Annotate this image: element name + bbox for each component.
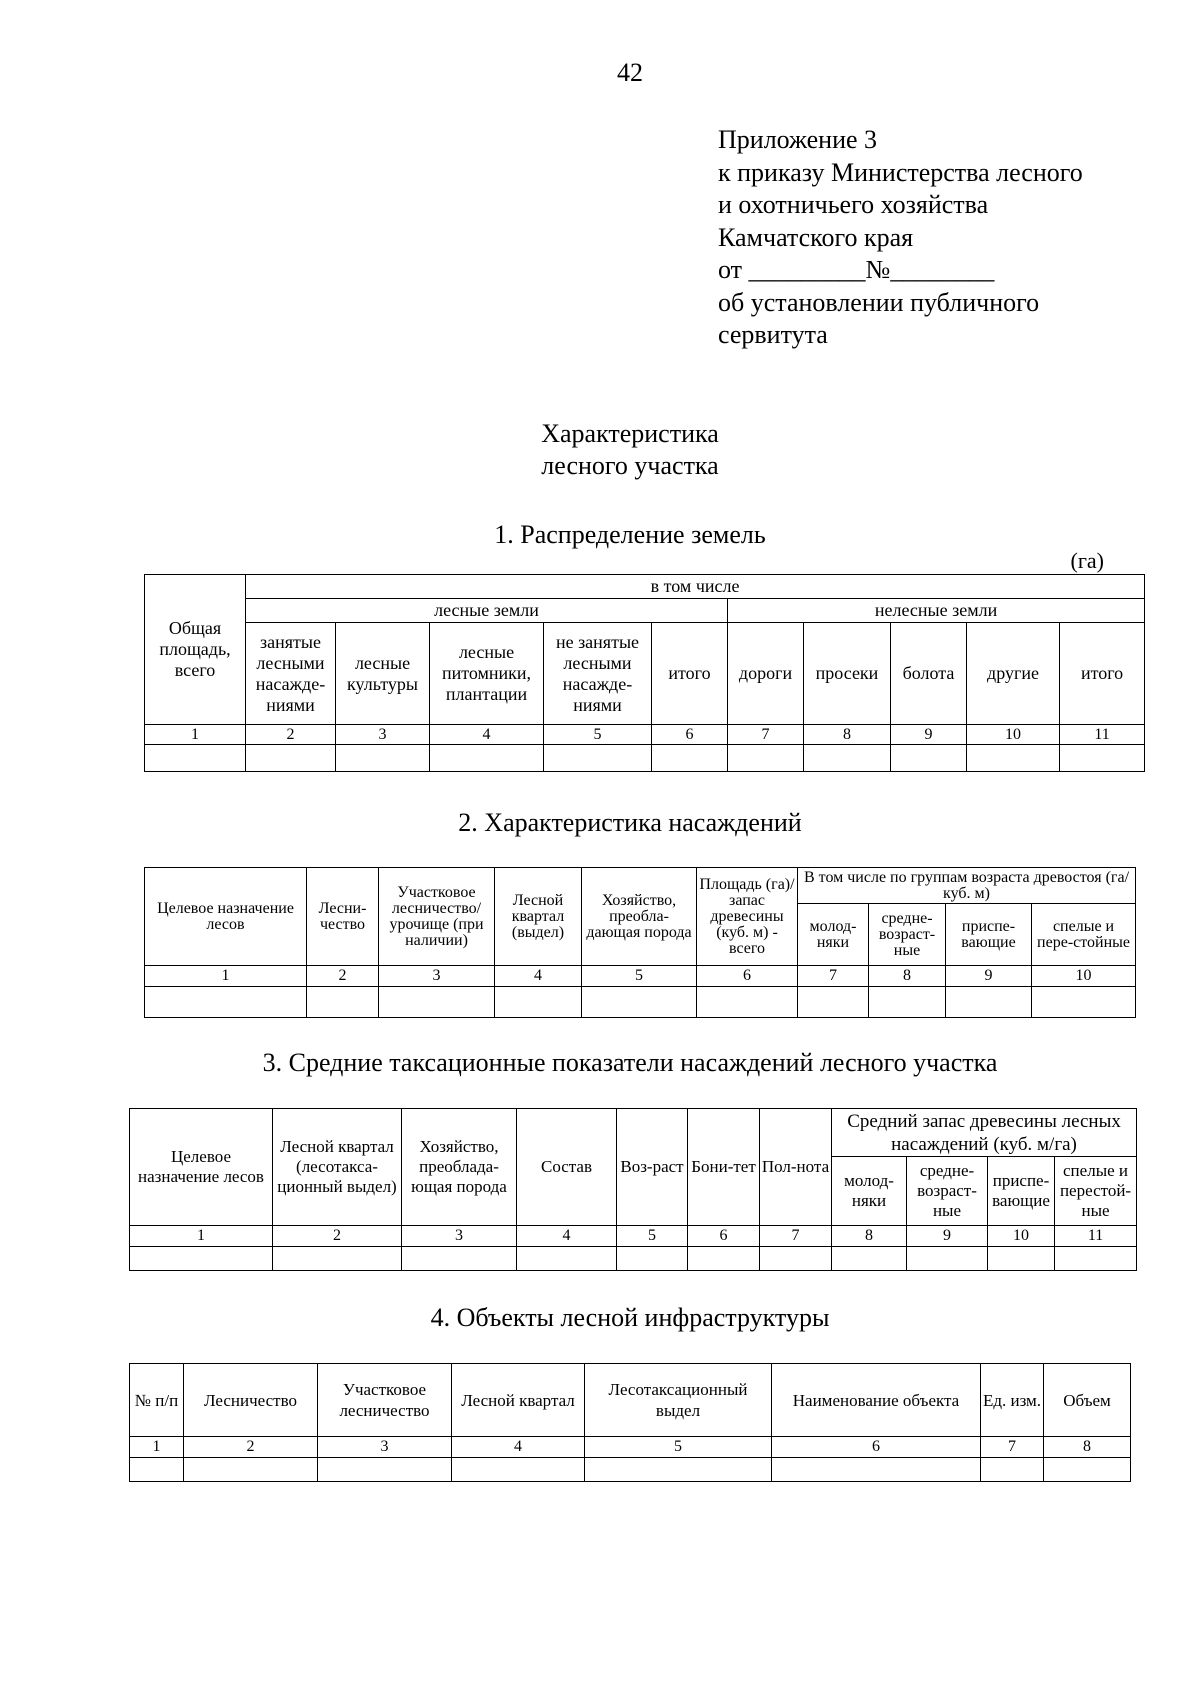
column-number: 3	[336, 725, 430, 745]
empty-cell[interactable]	[336, 745, 430, 772]
empty-cell[interactable]	[130, 1458, 184, 1482]
empty-cell[interactable]	[585, 1458, 772, 1482]
empty-cell[interactable]	[495, 987, 582, 1018]
empty-cell[interactable]	[967, 745, 1060, 772]
header-cell: Участковое лесничество/ урочище (при наличии)	[379, 868, 495, 966]
section-3-title: 3. Средние таксационные показатели насаждений лесного участка	[262, 1048, 998, 1077]
column-number: 3	[379, 966, 495, 987]
section-1-title: 1. Распределение земель	[494, 520, 766, 549]
column-number: 1	[130, 1226, 273, 1247]
header-cell: приспе-вающие	[988, 1157, 1055, 1226]
empty-cell[interactable]	[907, 1247, 988, 1271]
column-number: 10	[1032, 966, 1136, 987]
column-number: 8	[869, 966, 946, 987]
header-cell: Площадь (га)/запас древесины (куб. м) - всего	[697, 868, 798, 966]
column-number: 2	[273, 1226, 402, 1247]
forest-infrastructure-table	[129, 1363, 1131, 1482]
section-4-title: 4. Объекты лесной инфраструктуры	[430, 1303, 830, 1332]
header-cell: Лесни-чество	[307, 868, 379, 966]
column-number: 6	[652, 725, 728, 745]
empty-cell[interactable]	[617, 1247, 688, 1271]
header-cell: Объем	[1044, 1364, 1131, 1437]
column-number: 9	[907, 1226, 988, 1247]
appendix-line: к приказу Министерства лесного	[718, 157, 1083, 187]
column-number: 2	[307, 966, 379, 987]
empty-cell[interactable]	[517, 1247, 617, 1271]
header-cell: Целевое назначение лесов	[145, 868, 307, 966]
column-number: 10	[988, 1226, 1055, 1247]
empty-cell[interactable]	[728, 745, 804, 772]
column-number: 7	[760, 1226, 832, 1247]
header-cell: молод-няки	[832, 1157, 907, 1226]
empty-cell[interactable]	[772, 1458, 981, 1482]
empty-cell[interactable]	[246, 745, 336, 772]
header-forest-lands: лесные земли	[246, 599, 728, 623]
header-average-stock: Средний запас древесины лесных насаждений (куб. м/га)	[832, 1109, 1137, 1157]
header-total-area: Общая площадь, всего	[145, 575, 246, 725]
empty-cell[interactable]	[582, 987, 697, 1018]
empty-cell[interactable]	[1055, 1247, 1137, 1271]
empty-cell[interactable]	[1044, 1458, 1131, 1482]
header-age-groups: В том числе по группам возраста древостоя (га/ куб. м)	[798, 868, 1136, 904]
empty-cell[interactable]	[798, 987, 869, 1018]
header-cell: Участковое лесничество	[318, 1364, 452, 1437]
header-cell: спелые и пере-стойные	[1032, 904, 1136, 966]
column-number: 11	[1060, 725, 1145, 745]
column-number: 5	[585, 1437, 772, 1458]
column-number: 1	[130, 1437, 184, 1458]
column-number: 7	[798, 966, 869, 987]
empty-cell[interactable]	[981, 1458, 1044, 1482]
empty-cell[interactable]	[544, 745, 652, 772]
header-nonforest-lands: нелесные земли	[728, 599, 1145, 623]
header-including: в том числе	[246, 575, 1145, 599]
empty-cell[interactable]	[184, 1458, 318, 1482]
column-number: 5	[617, 1226, 688, 1247]
header-cell: итого	[1060, 623, 1145, 725]
header-cell: лесные питомники, плантации	[430, 623, 544, 725]
header-cell: спелые и перестой-ные	[1055, 1157, 1137, 1226]
empty-cell[interactable]	[946, 987, 1032, 1018]
header-cell: Лесотаксационный выдел	[585, 1364, 772, 1437]
empty-cell[interactable]	[869, 987, 946, 1018]
empty-cell[interactable]	[145, 987, 307, 1018]
column-number: 4	[495, 966, 582, 987]
column-number: 11	[1055, 1226, 1137, 1247]
document-title	[0, 418, 1200, 482]
header-cell: Целевое назначение лесов	[130, 1109, 273, 1226]
empty-cell[interactable]	[430, 745, 544, 772]
empty-cell[interactable]	[988, 1247, 1055, 1271]
header-cell: дороги	[728, 623, 804, 725]
empty-cell[interactable]	[130, 1247, 273, 1271]
empty-cell[interactable]	[307, 987, 379, 1018]
column-number: 4	[452, 1437, 585, 1458]
header-cell: Наименование объекта	[772, 1364, 981, 1437]
header-cell: средне-возраст-ные	[907, 1157, 988, 1226]
header-cell: болота	[891, 623, 967, 725]
column-number: 5	[544, 725, 652, 745]
column-number: 9	[891, 725, 967, 745]
column-number: 2	[184, 1437, 318, 1458]
appendix-block	[718, 124, 1083, 352]
empty-data-row	[145, 987, 1136, 1018]
header-cell: Бони-тет	[688, 1109, 760, 1226]
header-cell: Лесной квартал	[452, 1364, 585, 1437]
header-cell: Лесной квартал (выдел)	[495, 868, 582, 966]
header-cell: Ед. изм.	[981, 1364, 1044, 1437]
page-number: 42	[617, 58, 643, 87]
empty-cell[interactable]	[452, 1458, 585, 1482]
header-cell: просеки	[804, 623, 891, 725]
header-cell: Пол-нота	[760, 1109, 832, 1226]
empty-cell[interactable]	[145, 745, 246, 772]
column-number: 1	[145, 966, 307, 987]
stands-characteristics-table	[144, 867, 1136, 1018]
column-number: 8	[804, 725, 891, 745]
header-cell: Хозяйство, преобла-дающая порода	[582, 868, 697, 966]
appendix-line: об установлении публичного	[718, 287, 1040, 317]
appendix-line: Приложение 3	[718, 125, 878, 154]
average-inventory-table	[129, 1108, 1137, 1271]
empty-data-row	[130, 1247, 1137, 1271]
header-cell: итого	[652, 623, 728, 725]
header-cell: другие	[967, 623, 1060, 725]
column-number: 8	[832, 1226, 907, 1247]
column-number: 4	[430, 725, 544, 745]
header-cell: Состав	[517, 1109, 617, 1226]
column-number: 4	[517, 1226, 617, 1247]
header-cell: лесные культуры	[336, 623, 430, 725]
empty-cell[interactable]	[760, 1247, 832, 1271]
column-number: 9	[946, 966, 1032, 987]
empty-cell[interactable]	[652, 745, 728, 772]
empty-cell[interactable]	[318, 1458, 452, 1482]
column-number: 2	[246, 725, 336, 745]
empty-data-row	[145, 745, 1145, 772]
empty-cell[interactable]	[1032, 987, 1136, 1018]
header-cell: Лесной квартал (лесотакса-ционный выдел)	[273, 1109, 402, 1226]
column-number: 6	[772, 1437, 981, 1458]
empty-cell[interactable]	[379, 987, 495, 1018]
appendix-line: от _________№________	[718, 255, 995, 284]
section-2-title: 2. Характеристика насаждений	[458, 808, 802, 837]
header-cell: средне-возраст-ные	[869, 904, 946, 966]
empty-data-row	[130, 1458, 1131, 1482]
column-number: 3	[402, 1226, 517, 1247]
document-title-line: Характеристика	[541, 419, 719, 448]
empty-cell[interactable]	[832, 1247, 907, 1271]
empty-cell[interactable]	[688, 1247, 760, 1271]
header-cell: молод-няки	[798, 904, 869, 966]
appendix-line: и охотничьего хозяйства	[718, 190, 989, 219]
column-number: 3	[318, 1437, 452, 1458]
column-number: 6	[688, 1226, 760, 1247]
column-number: 10	[967, 725, 1060, 745]
header-cell: приспе-вающие	[946, 904, 1032, 966]
header-cell: № п/п	[130, 1364, 184, 1437]
empty-cell[interactable]	[697, 987, 798, 1018]
empty-cell[interactable]	[891, 745, 967, 772]
empty-cell[interactable]	[273, 1247, 402, 1271]
unit-label: (га)	[1070, 548, 1104, 573]
empty-cell[interactable]	[402, 1247, 517, 1271]
column-number: 5	[582, 966, 697, 987]
column-number: 1	[145, 725, 246, 745]
column-number: 7	[728, 725, 804, 745]
header-cell: не занятые лесными насажде-ниями	[544, 623, 652, 725]
column-number: 6	[697, 966, 798, 987]
empty-cell[interactable]	[1060, 745, 1145, 772]
header-cell: Хозяйство, преоблада-ющая порода	[402, 1109, 517, 1226]
document-title-line: лесного участка	[541, 451, 719, 480]
column-number: 7	[981, 1437, 1044, 1458]
column-number: 8	[1044, 1437, 1131, 1458]
land-distribution-table	[144, 574, 1145, 772]
appendix-line: сервитута	[718, 320, 828, 349]
empty-cell[interactable]	[804, 745, 891, 772]
appendix-line: Камчатского края	[718, 222, 914, 252]
header-cell: занятые лесными насажде-ниями	[246, 623, 336, 725]
header-cell: Воз-раст	[617, 1109, 688, 1226]
header-cell: Лесничество	[184, 1364, 318, 1437]
